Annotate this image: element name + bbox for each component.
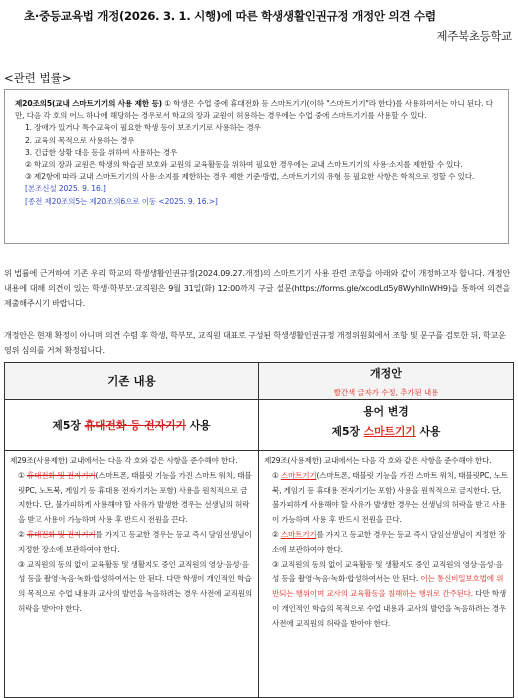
deleted-text: 휴대전화 및 전자기기 [26, 529, 96, 539]
item-text: 를 가지고 등교한 경우는 등교 즉시 담임선생님이 지정한 장소에 보관하여야 한다. [272, 529, 506, 554]
notice-paragraph: 위 법률에 근거하여 기존 우리 학교의 학생생활인권규정(2024.09.27.개정)의 스마트기기 사용 관련 조항을 아래와 같이 개정하고자 합니다. 개정안 내용에 대해 의견이 있는 학생·학부모·교직원은 9월 31일(화) 12:00까지 구글 설문(https://forms.gle/xcodLd5y8WyhlInWH9)을 통하여 의견을 제출해주시기 바랍니다. [4, 268, 510, 309]
school-name: 제주북초등학교 [436, 29, 512, 43]
right-chapter-title [259, 400, 514, 451]
right-header-note: 빨간색 글자가 수정, 추가된 내용 [333, 388, 439, 397]
right-header-title: 개정안 [370, 367, 402, 380]
law-intro-text: ① 학생은 수업 중에 휴대전화 등 스마트기기(이하 "스마트기기"라 한다)를 사용하여서는 아니 된다. 다만, 다음 각 호의 어느 하나에 해당하는 경우로서 학교의 장과 교원이 허용하는 경우에는 수업 중에 스마트기기를 사용할 수 있다. [15, 99, 493, 121]
item-mark: ② [18, 529, 25, 539]
chapter-suffix: 사용 [185, 418, 211, 432]
item-text: 를 가지고 등교한 경우는 등교 즉시 담임선생님이 지정한 장소에 보관하여야 한다. [18, 529, 252, 554]
law-item: ② 학교의 장과 교원은 학생의 학습권 보호와 교원의 교육활동을 위하여 필요한 경우에는 교내 스마트기기의 사용·소지를 제한할 수 있다. [25, 160, 463, 170]
article-item [264, 528, 508, 558]
section-label: <관련 법률> [4, 71, 72, 85]
article-item [264, 469, 508, 528]
added-text: 스마트기기 [363, 425, 416, 438]
notice-paragraph: 개정안은 현재 확정이 아니며 의견 수렴 후 학생, 학부모, 교직원 대표로 구성된 학생생활인권규정 개정위원회에서 조항 및 문구를 검토한 뒤, 학교운영위 심의를 거쳐 확정됩니다. [4, 330, 506, 356]
item-text: (스마트폰, 태블릿 기능을 가진 스마트 워치, 태블릿PC, 노트북, 게임기 등 휴대용 전자기기는 포함) 사용을 원칙적으로 금지한다. 단, 불가피하게 사용해야 할 사유가 발생한 경우는 선생님의 허락을 받고 사용이 가능하며 사용 후 반드시 전원을 끈다. [272, 470, 508, 525]
law-item: ③ 제2항에 따라 교내 스마트기기의 사용·소지를 제한하는 경우 제한 기준·방법, 스마트기기의 유형 등 필요한 사항은 학칙으로 정할 수 있다. [25, 172, 475, 182]
right-column-header [259, 363, 514, 400]
law-item: 3. 긴급한 상황 대응 등을 위하여 사용하는 경우 [25, 147, 178, 157]
item-text: ③ 교직원의 동의 없이 교육활동 및 생활지도 중인 교직원의 영상·음성·음성 등을 촬영·녹음·녹화·합성하여서는 안 된다. [272, 559, 503, 584]
item-text: (스마트폰, 태블릿 기능을 가진 스마트 워치, 태블릿PC, 노트북, 게임기 등 휴대용 전자기기는 포함) 사용을 원칙적으로 금지한다. 단, 불가피하게 사용해야 할 사유가 발생한 경우는 선생님의 허락을 받고 사용이 가능하며 사용 후 반드시 전원을 끈다. [18, 470, 252, 525]
article-item [10, 469, 253, 528]
article-item [10, 528, 253, 558]
chapter-prefix: 제5장 [52, 418, 85, 432]
deleted-text: 휴대전화 및 전자기기 [26, 470, 96, 480]
item-mark: ① [272, 470, 279, 480]
law-excerpt-box [4, 89, 509, 244]
right-article-body [259, 451, 514, 698]
comparison-table [4, 362, 514, 698]
law-item: 1. 장애가 있거나 특수교육이 필요한 학생 등이 보조기기로 사용하는 경우 [25, 123, 261, 133]
added-text: 스마트기기 [280, 470, 317, 480]
chapter-prefix: 제5장 [331, 425, 364, 438]
left-article-body [5, 451, 259, 698]
item-text: 다만 학생이 개인적인 학습의 목적으로 수업 내용과 교사의 발언을 녹음하려는 경우 사전에 교직원의 허락을 받아야 한다. [272, 589, 507, 628]
added-text: 스마트기기 [280, 529, 317, 539]
chapter-suffix: 사용 [415, 425, 441, 438]
added-text: 이는 통신비밀보호법에 위반되는 행위이며 교사의 교육활동을 침해하는 행위로 간주된다. [272, 574, 504, 599]
left-column-header: 기존 내용 [5, 363, 259, 400]
law-note: [종전 제20조의5는 제20조의6으로 이동 <2025. 9. 16.>] [25, 196, 218, 206]
article-item: ③ 교직원의 동의 없이 교육활동 및 생활지도 중인 교직원의 영상·음성·음성 등을 촬영·녹음·녹화·합성하여서는 안 된다. 다만 학생이 개인적인 학습의 목적으로 수업 내용과 교사의 발언을 녹음하려는 경우 사전에 교직원의 허락을 받아야 한다. [18, 559, 252, 613]
article-heading: 제29조(사용제한) 교내에서는 다음 각 호와 같은 사항을 준수해야 한다. [10, 456, 238, 465]
term-change-label: 용어 변경 [363, 405, 409, 418]
law-intro [15, 98, 498, 122]
law-note: [본조신설 2025. 9. 16.] [25, 184, 106, 194]
document-title: 초·중등교육법 개정(2026. 3. 1. 시행)에 따른 학생생활인권규정 개정안 의견 수렴 [24, 9, 436, 23]
article-item [264, 558, 508, 632]
item-mark: ① [18, 470, 25, 480]
law-heading: 제20조의5(교내 스마트기기의 사용 제한 등) [15, 99, 162, 108]
law-item: 2. 교육의 목적으로 사용하는 경우 [25, 135, 135, 145]
left-chapter-title [5, 400, 259, 451]
deleted-text: 휴대전화 등 전자기기 [84, 418, 186, 432]
article-heading: 제29조(사용제한) 교내에서는 다음 각 호와 같은 사항을 준수해야 한다. [264, 456, 492, 465]
item-mark: ② [272, 529, 279, 539]
